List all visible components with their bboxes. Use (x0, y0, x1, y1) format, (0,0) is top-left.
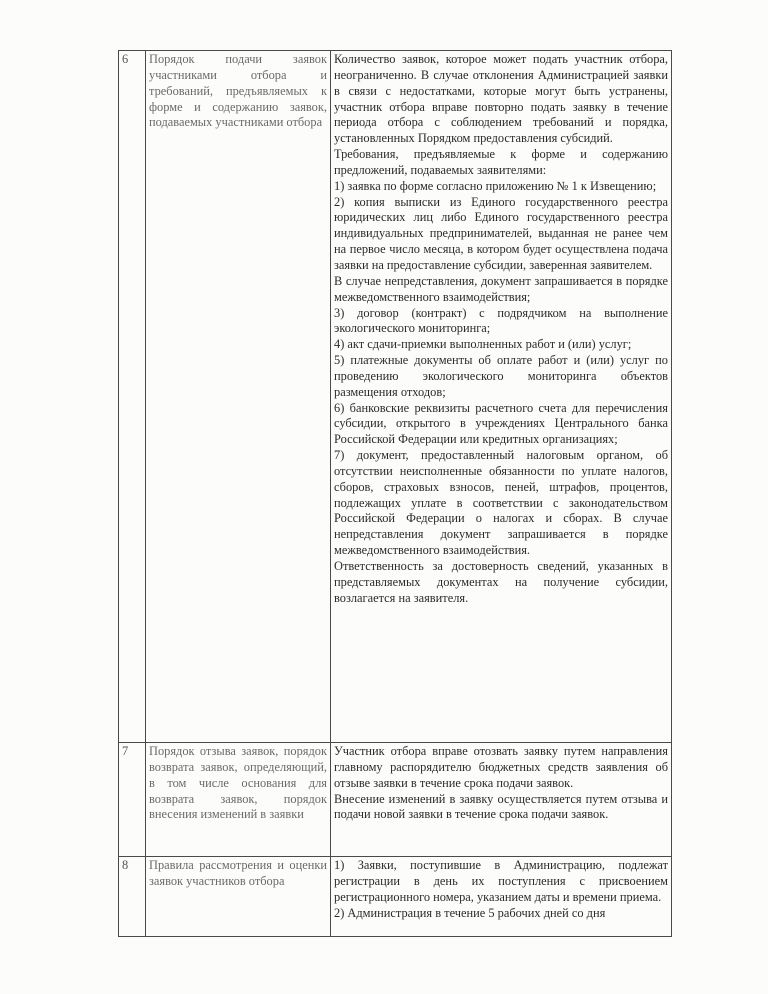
paragraph: Требования, предъявляемые к форме и содержанию предложений, подаваемых заявителями: (334, 147, 668, 177)
paragraph: 3) договор (контракт) с подрядчиком на выполнение экологического мониторинга; (334, 305, 668, 336)
row-description (331, 51, 672, 743)
row-description (331, 857, 672, 937)
paragraph: 7) документ, предоставленный налоговым органом, об отсутствии неисполненные обязанности по уплате налогов, сборов, страховых взносов, пеней, штрафов, процентов, подлежащих уплате в соответствии с законодательством Российской Федерации о налогах и сборах. В случае непредставления документ запрашивается в порядке межведомственного взаимодействия. (334, 448, 668, 558)
paragraph: 6) банковские реквизиты расчетного счета для перечисления субсидии, открытого в учреждениях Центрального банка Российской Федерации или кредитных организациях; (334, 400, 668, 447)
paragraph: 5) платежные документы об оплате работ и (или) услуг по проведению экологического мониторинга объектов размещения отходов; (334, 353, 668, 399)
row-title: Порядок отзыва заявок, порядок возврата заявок, определяющий, в том числе основания для возврата заявок, порядок внесения изменений в заявки (146, 743, 331, 857)
requirements-table (118, 50, 672, 937)
row-number: 8 (119, 857, 146, 937)
table-row (119, 743, 672, 857)
paragraph: Участник отбора вправе отозвать заявку путем направления главному распорядителю бюджетных средств заявления об отзыве заявки в течение срока подачи заявок. (334, 744, 668, 790)
paragraph: 1) заявка по форме согласно приложению № 1 к Извещению; (334, 178, 657, 193)
row-description (331, 743, 672, 857)
paragraph: 2) копия выписки из Единого государственного реестра юридических лиц либо Единого государственного реестра индивидуальных предпринимателей, выданная не ранее чем на первое число месяца, в котором будет осуществлена подача заявки на предоставление субсидии, заверенная заявителем. (334, 194, 668, 272)
row-title: Правила рассмотрения и оценки заявок участников отбора (146, 857, 331, 937)
paragraph: 2) Администрация в течение 5 рабочих дней со дня (334, 905, 606, 920)
paragraph: 1) Заявки, поступившие в Администрацию, подлежат регистрации в день их поступления с присвоением регистрационного номера, указанием даты и времени приема. (334, 858, 668, 904)
row-number: 6 (119, 51, 146, 743)
paragraph: Внесение изменений в заявку осуществляется путем отзыва и подачи новой заявки в течение срока подачи заявок. (334, 791, 668, 822)
row-title: Порядок подачи заявок участниками отбора и требований, предъявляемых к форме и содержанию заявок, подаваемых участниками отбора (146, 51, 331, 743)
paragraph: 4) акт сдачи-приемки выполненных работ и (или) услуг; (334, 337, 632, 352)
paragraph: В случае непредставления, документ запрашивается в порядке межведомственного взаимодействия; (334, 273, 668, 304)
paragraph: Ответственность за достоверность сведений, указанных в представляемых документах на получение субсидии, возлагается на заявителя. (334, 559, 668, 605)
paragraph: Количество заявок, которое может подать участник отбора, неограниченно. В случае отклонения Администрацией заявки в связи с недостатками, которые могут быть устранены, участник отбора вправе повторно подать заявку в течение периода отбора с соблюдением требований и порядка, установленных Порядком предоставления субсидий. (334, 52, 668, 146)
row-number: 7 (119, 743, 146, 857)
table-row (119, 857, 672, 937)
table-row (119, 51, 672, 743)
